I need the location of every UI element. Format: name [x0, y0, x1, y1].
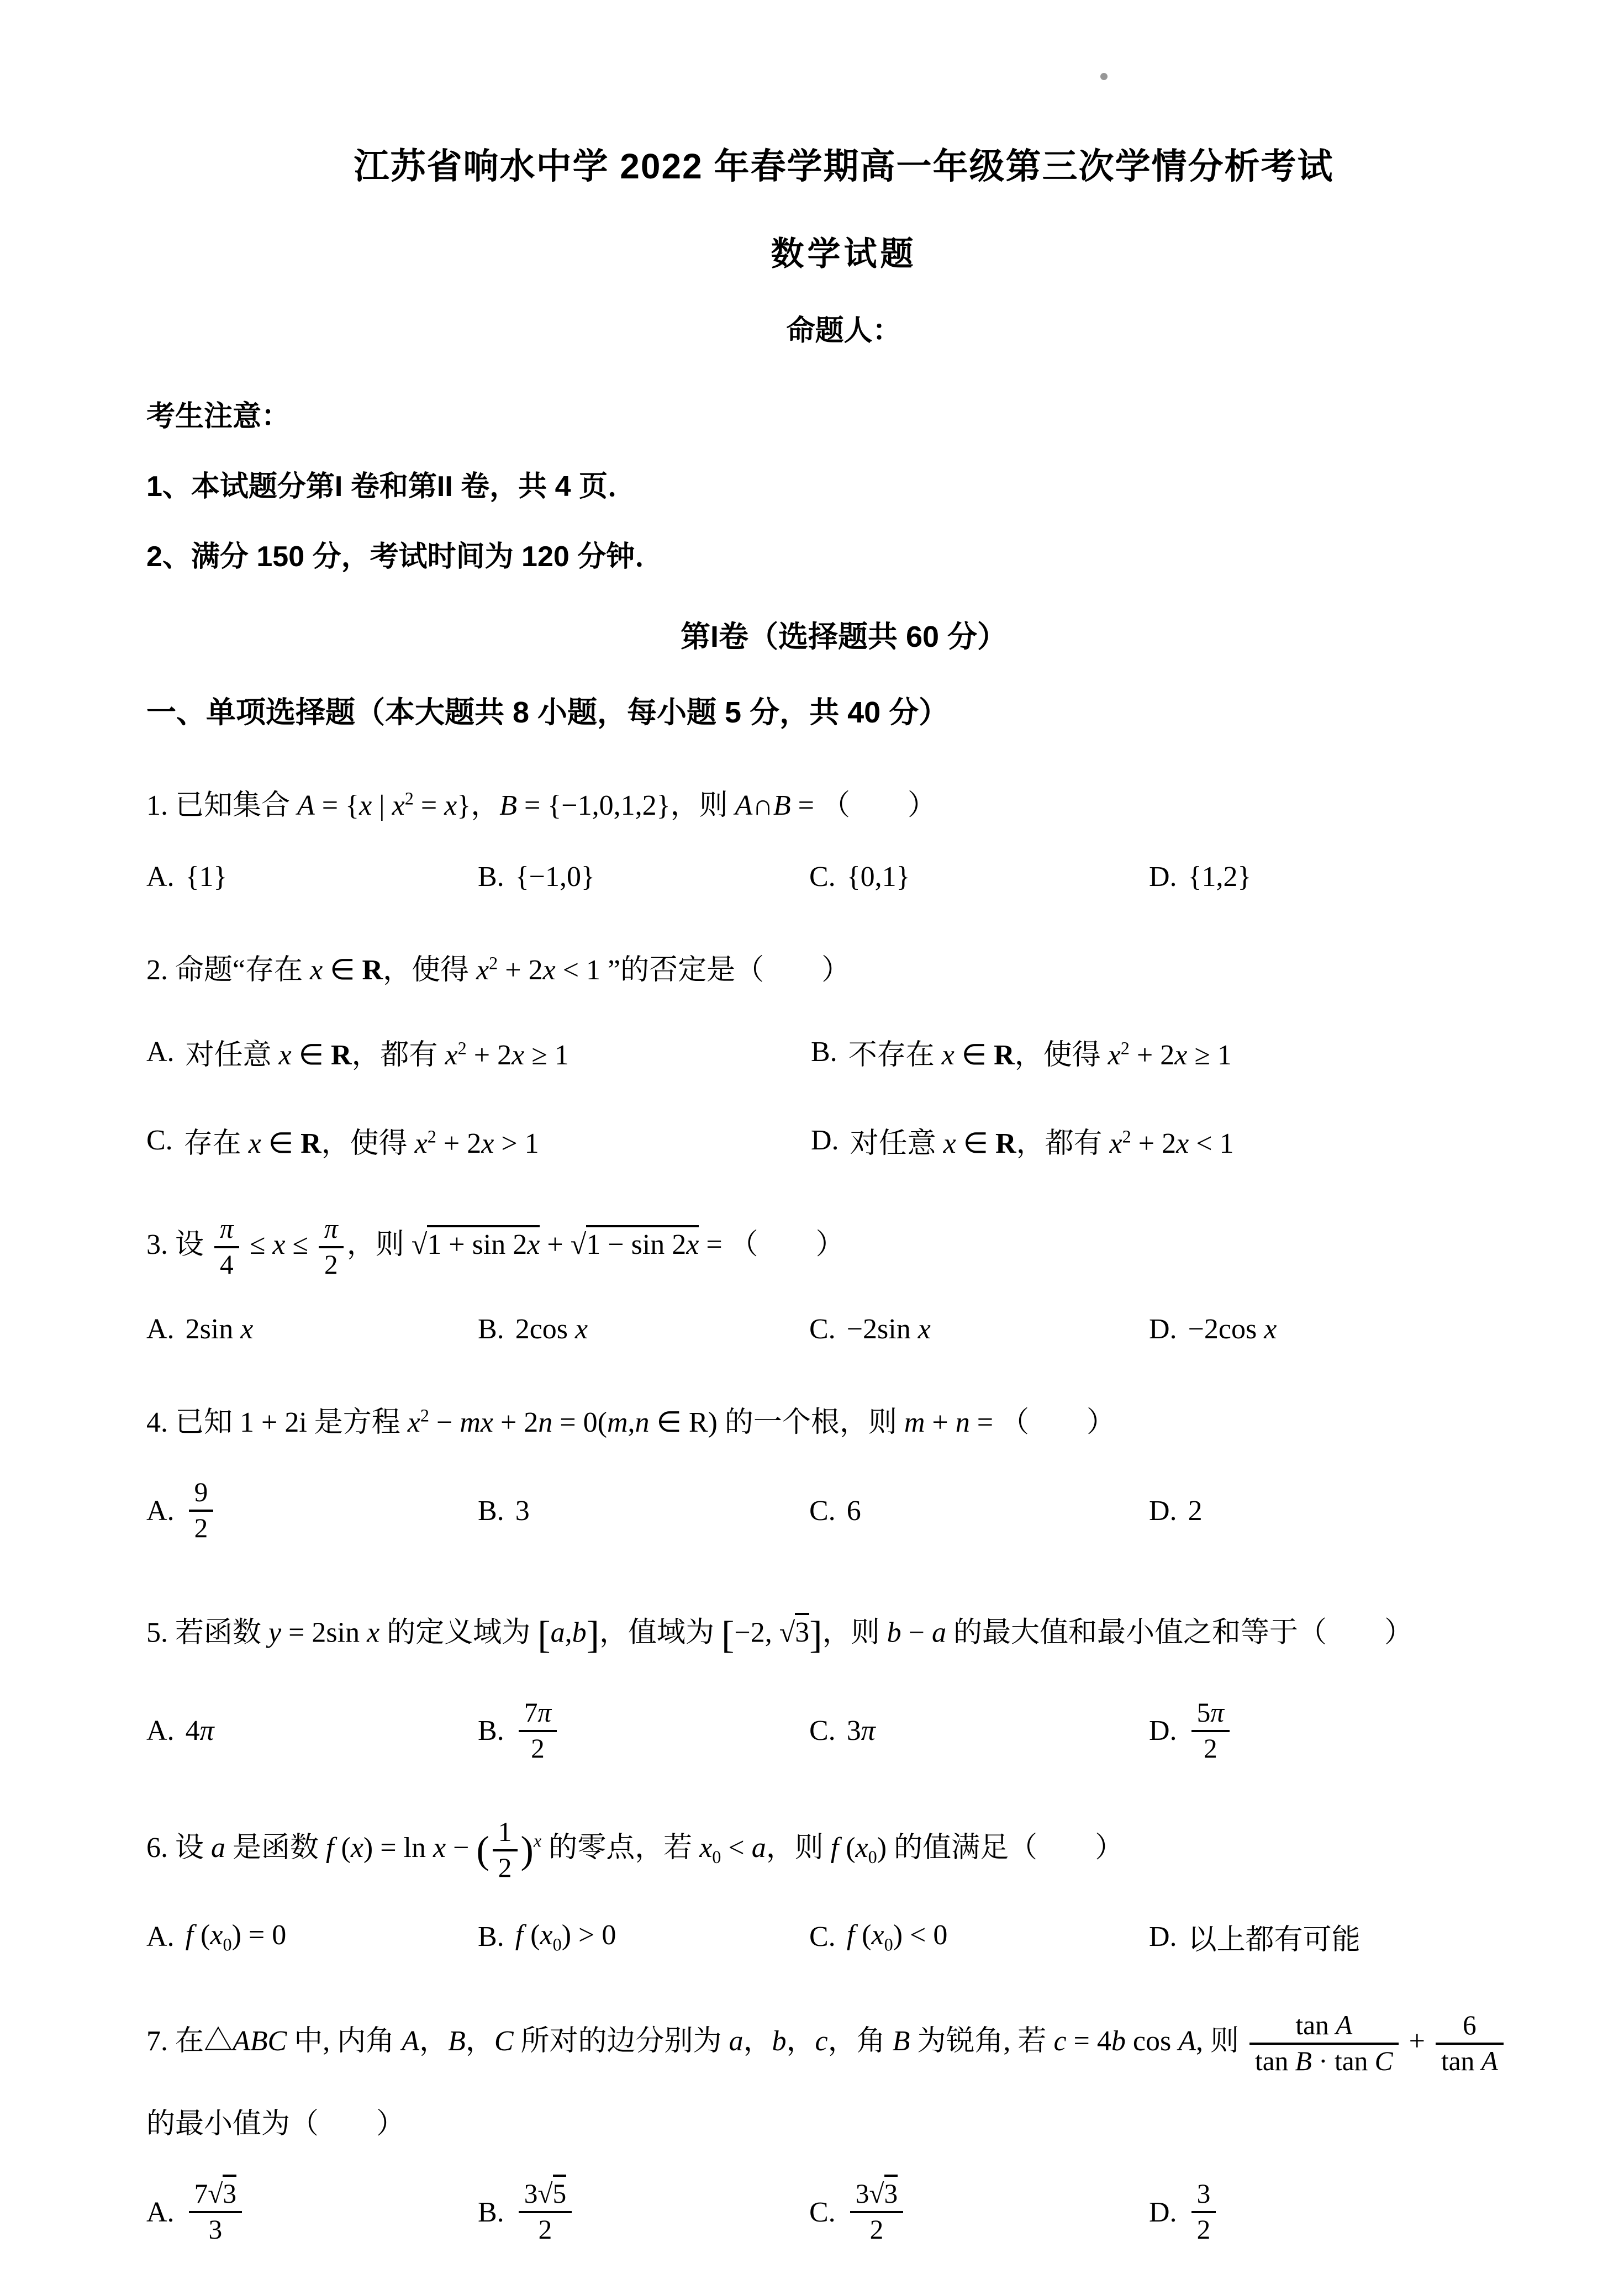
question-4-option-a: [146, 1477, 478, 1544]
option-label: D.: [1149, 1313, 1177, 1345]
question-6-stem: 6. 设 a 是函数 f (x) = ln x − ( $\frac{1}{2}$ )$^x$ 的零点，若 $x_0 < a$，则 f $(x_0)$ 的值满足（ ）: [146, 1817, 1124, 1883]
question-1: [146, 784, 1541, 893]
option-body: 存在 x ∈ R，使得 $x^2 + 2x > 1$: [183, 1126, 539, 1160]
option-label: C.: [809, 861, 836, 893]
question-4-option-d: [1149, 1495, 1541, 1527]
option-body: $\frac{7√3}{3}$: [186, 2178, 246, 2246]
option-label: A.: [146, 2196, 175, 2228]
question-7-stem-line2: 的最小值为（ ）: [146, 2108, 405, 2140]
question-5-stem: 5. 若函数 y = 2sin x 的定义域为 [a,b]，值域为 [−2, √3]，则 b − a 的最大值和最小值之和等于（ ）: [146, 1613, 1413, 1657]
paper-subtitle: 数学试题: [771, 235, 917, 272]
question-7-options: [146, 2178, 1541, 2246]
option-body: 4π: [185, 1715, 214, 1747]
option-body: 对任意 x ∈ R，都有 $x^2 + 2x \ge 1$: [185, 1038, 569, 1072]
question-4-stem: 4. 已知 1 + 2i 是方程 $x^2$ − mx + 2n = 0(m,n ∈ R) 的一个根，则 m + n = （ ）: [146, 1405, 1116, 1438]
question-7-option-a: [146, 2178, 478, 2246]
option-body: {0,1}: [846, 861, 910, 893]
option-body: 3π: [846, 1715, 876, 1747]
option-body: f $(x_0) < 0$: [846, 1919, 948, 1955]
option-label: D.: [1149, 1495, 1177, 1527]
option-label: B.: [478, 1715, 504, 1747]
option-body: $\frac{3√3}{2}$: [847, 2178, 907, 2246]
option-label: D.: [811, 1125, 839, 1157]
notice-heading: 考生注意：: [146, 400, 291, 432]
option-label: A.: [146, 1495, 175, 1527]
question-5: [146, 1605, 1541, 1764]
option-body: $\frac{7\pi}{2}$: [515, 1697, 560, 1765]
question-7-option-d: [1149, 2178, 1541, 2246]
option-label: D.: [1149, 2196, 1177, 2228]
question-5-option-b: [478, 1697, 809, 1765]
question-3-option-d: [1149, 1313, 1541, 1345]
question-7-stem: 7. 在△ABC 中, 内角 A，B，C 所对的边分别为 a，b，c，角 B 为锐角, 若 c = 4b cos A, 则 $\frac{\text{tan A}}{\text{tan B · tan C}}$ + $\frac{6}{\text{tan A}}$: [146, 2010, 1541, 2077]
option-body: {−1,0}: [515, 861, 595, 893]
question-1-option-a: [146, 861, 478, 893]
question-7-option-b: [478, 2178, 809, 2246]
question-3-stem: 3. 设 $\frac{\pi}{4}$ ≤ x ≤ $\frac{\pi}{2}$ ，则 √1 + sin 2x + √1 − sin 2x = （ ）: [146, 1213, 845, 1280]
question-1-stem: 1. 已知集合 A = {x | $x^2 = x$}，B = {−1,0,1,2}，则 A∩B = （ ）: [146, 788, 936, 821]
question-6-option-b: [478, 1919, 809, 1955]
question-6-option-c: [809, 1919, 1149, 1955]
question-2-option-b: [811, 1031, 1541, 1073]
question-2-stem: 2. 命题“存在 x ∈ R，使得 $x^2 + 2x < 1$ ”的否定是（ ）: [146, 953, 851, 986]
option-label: C.: [809, 1313, 836, 1345]
question-5-option-c: [809, 1714, 1149, 1747]
option-body: 以上都有可能: [1188, 1924, 1361, 1956]
option-label: B.: [811, 1036, 837, 1068]
scan-speck: [1100, 73, 1108, 80]
option-label: B.: [478, 1495, 504, 1527]
question-7: [146, 2010, 1541, 2246]
option-body: 对任意 x ∈ R，都有 $x^2 + 2x < 1$: [850, 1126, 1234, 1160]
question-2-option-c: [146, 1120, 811, 1161]
option-label: B.: [478, 1313, 504, 1345]
question-3-options: [146, 1313, 1541, 1345]
option-body: {1}: [185, 861, 228, 893]
option-body: f $(x_0) > 0$: [515, 1919, 616, 1955]
option-label: A.: [146, 1036, 175, 1068]
question-4-option-c: [809, 1495, 1149, 1527]
question-4-options: [146, 1477, 1541, 1544]
question-2-option-a: [146, 1031, 811, 1073]
option-label: C.: [809, 2196, 836, 2228]
question-6-options: [146, 1916, 1541, 1957]
option-label: C.: [809, 1715, 836, 1747]
option-body: $\frac{3√5}{2}$: [515, 2178, 576, 2246]
option-body: 2: [1188, 1495, 1203, 1527]
part1-heading: 一、单项选择题（本大题共 8 小题，每小题 5 分，共 40 分）: [146, 696, 949, 729]
question-4: [146, 1401, 1541, 1544]
notice-item-1: 1、本试题分第I 卷和第II 卷，共 4 页．: [146, 471, 636, 503]
section1-heading: 第I卷（选择题共 60 分）: [680, 620, 1008, 653]
option-label: B.: [478, 1921, 504, 1953]
option-label: C.: [809, 1921, 836, 1953]
question-5-option-d: [1149, 1697, 1541, 1765]
option-label: D.: [1149, 861, 1177, 893]
paper-title: 江苏省响水中学 2022 年春学期高一年级第三次学情分析考试: [354, 146, 1334, 186]
question-2-option-d: [811, 1120, 1541, 1161]
question-1-options: [146, 861, 1541, 893]
option-body: f $(x_0) = 0$: [185, 1919, 287, 1955]
option-label: B.: [478, 861, 504, 893]
option-body: $\frac{9}{2}$: [186, 1477, 217, 1544]
question-3: [146, 1213, 1541, 1345]
option-body: 不存在 x ∈ R，使得 $x^2 + 2x \ge 1$: [848, 1038, 1232, 1072]
option-label: A.: [146, 1921, 175, 1953]
question-4-option-b: [478, 1495, 809, 1527]
question-6-option-d: [1149, 1916, 1541, 1957]
option-label: B.: [478, 2196, 504, 2228]
question-1-option-b: [478, 861, 809, 893]
option-body: $\frac{3}{2}$: [1188, 2178, 1220, 2246]
question-5-options: [146, 1697, 1541, 1765]
option-body: $\frac{5\pi}{2}$: [1188, 1697, 1233, 1765]
option-body: 2cos x: [515, 1313, 588, 1345]
setter-line: 命题人：: [786, 315, 901, 347]
question-7-option-c: [809, 2178, 1149, 2246]
question-6: [146, 1817, 1541, 1957]
option-label: A.: [146, 1715, 175, 1747]
option-body: −2cos x: [1188, 1313, 1277, 1345]
question-3-option-a: [146, 1313, 478, 1345]
question-3-option-c: [809, 1313, 1149, 1345]
option-body: 2sin x: [185, 1313, 254, 1345]
option-body: 3: [515, 1495, 530, 1527]
option-body: {1,2}: [1188, 861, 1252, 893]
option-label: A.: [146, 1313, 175, 1345]
question-5-option-a: [146, 1714, 478, 1747]
option-label: A.: [146, 861, 175, 893]
question-2: [146, 948, 1541, 1162]
option-body: 6: [846, 1495, 861, 1527]
option-label: C.: [146, 1125, 173, 1157]
option-label: C.: [809, 1495, 836, 1527]
option-label: D.: [1149, 1921, 1177, 1953]
question-3-option-b: [478, 1313, 809, 1345]
option-label: D.: [1149, 1715, 1177, 1747]
question-1-option-d: [1149, 861, 1541, 893]
question-6-option-a: [146, 1919, 478, 1955]
question-1-option-c: [809, 861, 1149, 893]
notice-item-2: 2、满分 150 分，考试时间为 120 分钟．: [146, 541, 664, 573]
question-2-options: [146, 1031, 1541, 1161]
option-body: −2sin x: [846, 1313, 931, 1345]
